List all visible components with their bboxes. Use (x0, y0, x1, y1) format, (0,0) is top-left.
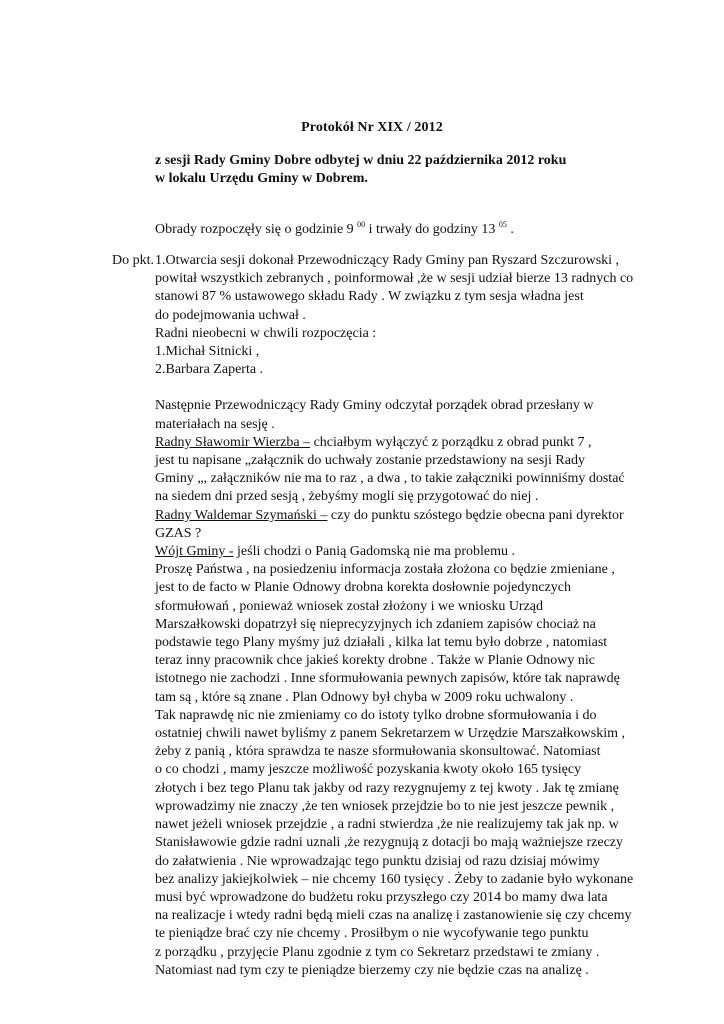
document-title: Protokół Nr XIX / 2012 (301, 120, 443, 135)
body-line: ostatniej chwili nawet byliśmy z panem Sekretarzem w Urzędzie Marszałkowskim , (155, 726, 626, 742)
body-line: tam są , które są znane . Plan Odnowy był chyba w 2009 roku uchwalony . (155, 689, 574, 705)
body-line: do podejmowania uchwał . (155, 307, 306, 323)
body-line: musi być wprowadzone do budżetu roku przyszłego czy 2014 bo mamy dwa lata (155, 889, 608, 905)
body-line: Proszę Państwa , na posiedzeniu informacja została złożona co będzie zmieniane , (155, 562, 615, 578)
body-line: nawet jeżeli wniosek przejdzie , a radni stwierdza ,że nie realizujemy tak jak np. w (155, 817, 619, 833)
body-line: jest tu napisane „załącznik do uchwały zostanie przedstawiony na sesji Rady (155, 453, 585, 469)
body-line: stanowi 87 % ustawowego składu Rady . W związku z tym sesja władna jest (155, 289, 584, 305)
document-body (155, 252, 675, 980)
opening-text-middle: i trwały do godziny 13 (365, 222, 499, 237)
opening-text-before: Obrady rozpoczęły się o godzinie 9 (155, 222, 358, 237)
end-minutes: 05 (498, 220, 507, 229)
body-line: powitał wszystkich zebranych , poinformował ,że w sesji udział bierze 13 radnych co (155, 271, 634, 287)
body-line: Stanisławowie gdzie radni uznali ,że rezygnują z dotacji bo mają ważniejsze rzeczy (155, 835, 624, 851)
body-line: wprowadzimy nie znaczy ,że ten wniosek przejdzie bo to nie jest jeszcze pewnik , (155, 798, 615, 814)
body-line (155, 543, 675, 561)
body-line: na siedem dni przed sesją , żebyśmy mogli się przygotować do niej . (155, 489, 539, 505)
body-line: teraz inny pracownik chce jakieś korekty drobne . Także w Planie Odnowy nic (155, 653, 596, 669)
paragraph-gap (155, 379, 675, 397)
body-line: Marszałkowski dopatrzył się nieprecyzyjnych ich zdaniem zapisów chociaż na (155, 616, 596, 632)
speaker-name: Wójt Gminy - (155, 544, 234, 560)
subtitle-line-1: z sesji Rady Gminy Dobre odbytej w dniu 22 października 2012 roku (155, 153, 567, 168)
body-line: o co chodzi , mamy jeszcze możliwość pozyskania kwoty około 165 tysięcy (155, 762, 582, 778)
body-line: bez analizy jakiejkolwiek – nie chcemy 160 tysięcy . Żeby to zadanie było wykonane (155, 871, 634, 887)
speaker-text: jeśli chodzi o Panią Gadomską nie ma problemu . (233, 544, 516, 560)
opening-text-after: . (506, 222, 514, 237)
body-line: z porządku , przyjęcie Planu zgodnie z tym co Sekretarz przedstawi te zmiany . (155, 944, 600, 960)
speaker-text: czy do punktu szóstego będzie obecna pani dyrektor (327, 507, 624, 523)
body-line: GZAS ? (155, 525, 202, 541)
start-minutes: 00 (357, 220, 366, 229)
document-subtitle (155, 152, 566, 188)
body-line: Radni nieobecni w chwili rozpoczęcia : (155, 325, 377, 341)
body-line: na realizacje i wtedy radni będą mieli czas na analizę i zastanowienie się czy chcemy (155, 908, 632, 924)
body-line: jest to de facto w Planie Odnowy drobna korekta dosłownie pojedynczych (155, 580, 572, 596)
body-line: podstawie tego Plany myśmy już działali , kilka lat temu było dobrze , natomiast (155, 635, 608, 651)
body-line: Gminy „, załączników nie ma to raz , a dwa , to takie załączniki powinniśmy dostać (155, 471, 625, 487)
body-line: 1.Michał Sitnicki , (155, 344, 260, 360)
speaker-name: Radny Waldemar Szymański – (155, 507, 328, 523)
agenda-item-label: Do pkt. (112, 253, 154, 268)
body-line: materiałach na sesję . (155, 416, 275, 432)
session-times (155, 216, 514, 239)
body-line: złotych i bez tego Planu tak jakby od razy rezygnujemy z tej kwoty . Jak tę zmianę (155, 780, 619, 796)
body-line: te pieniądze brać czy nie chcemy . Prosiłbym o nie wycofywanie tego punktu (155, 926, 589, 942)
body-line: istotnego nie zachodzi . Inne sformułowania pewnych zapisów, które tak naprawdę (155, 671, 620, 687)
body-line: żeby z panią , która sprawdza te nasze sformułowania skonsultować. Natomiast (155, 744, 601, 760)
body-line: Następnie Przewodniczący Rady Gminy odczytał porządek obrad przesłany w (155, 398, 594, 414)
body-line: do załatwienia . Nie wprowadzając tego punktu dzisiaj od razu dzisiaj mówimy (155, 853, 600, 869)
body-line: 1.Otwarcia sesji dokonał Przewodniczący Rady Gminy pan Ryszard Szczurowski , (155, 253, 620, 268)
body-line: sformułowań , ponieważ wniosek został złożony i we wniosku Urząd (155, 598, 544, 614)
subtitle-line-2: w lokalu Urzędu Gminy w Dobrem. (155, 171, 368, 186)
body-line: 2.Barbara Zaperta . (155, 362, 264, 378)
body-line: Tak naprawdę nic nie zmieniamy co do istoty tylko drobne sformułowania i do (155, 707, 597, 723)
speaker-name: Radny Sławomir Wierzba – (155, 434, 311, 450)
body-line: Natomiast nad tym czy te pieniądze bierzemy czy nie będzie czas na analizę . (155, 962, 589, 978)
body-line (155, 434, 675, 452)
speaker-text: chciałbym wyłączyć z porządku z obrad punkt 7 , (310, 434, 592, 450)
body-line (155, 507, 675, 525)
